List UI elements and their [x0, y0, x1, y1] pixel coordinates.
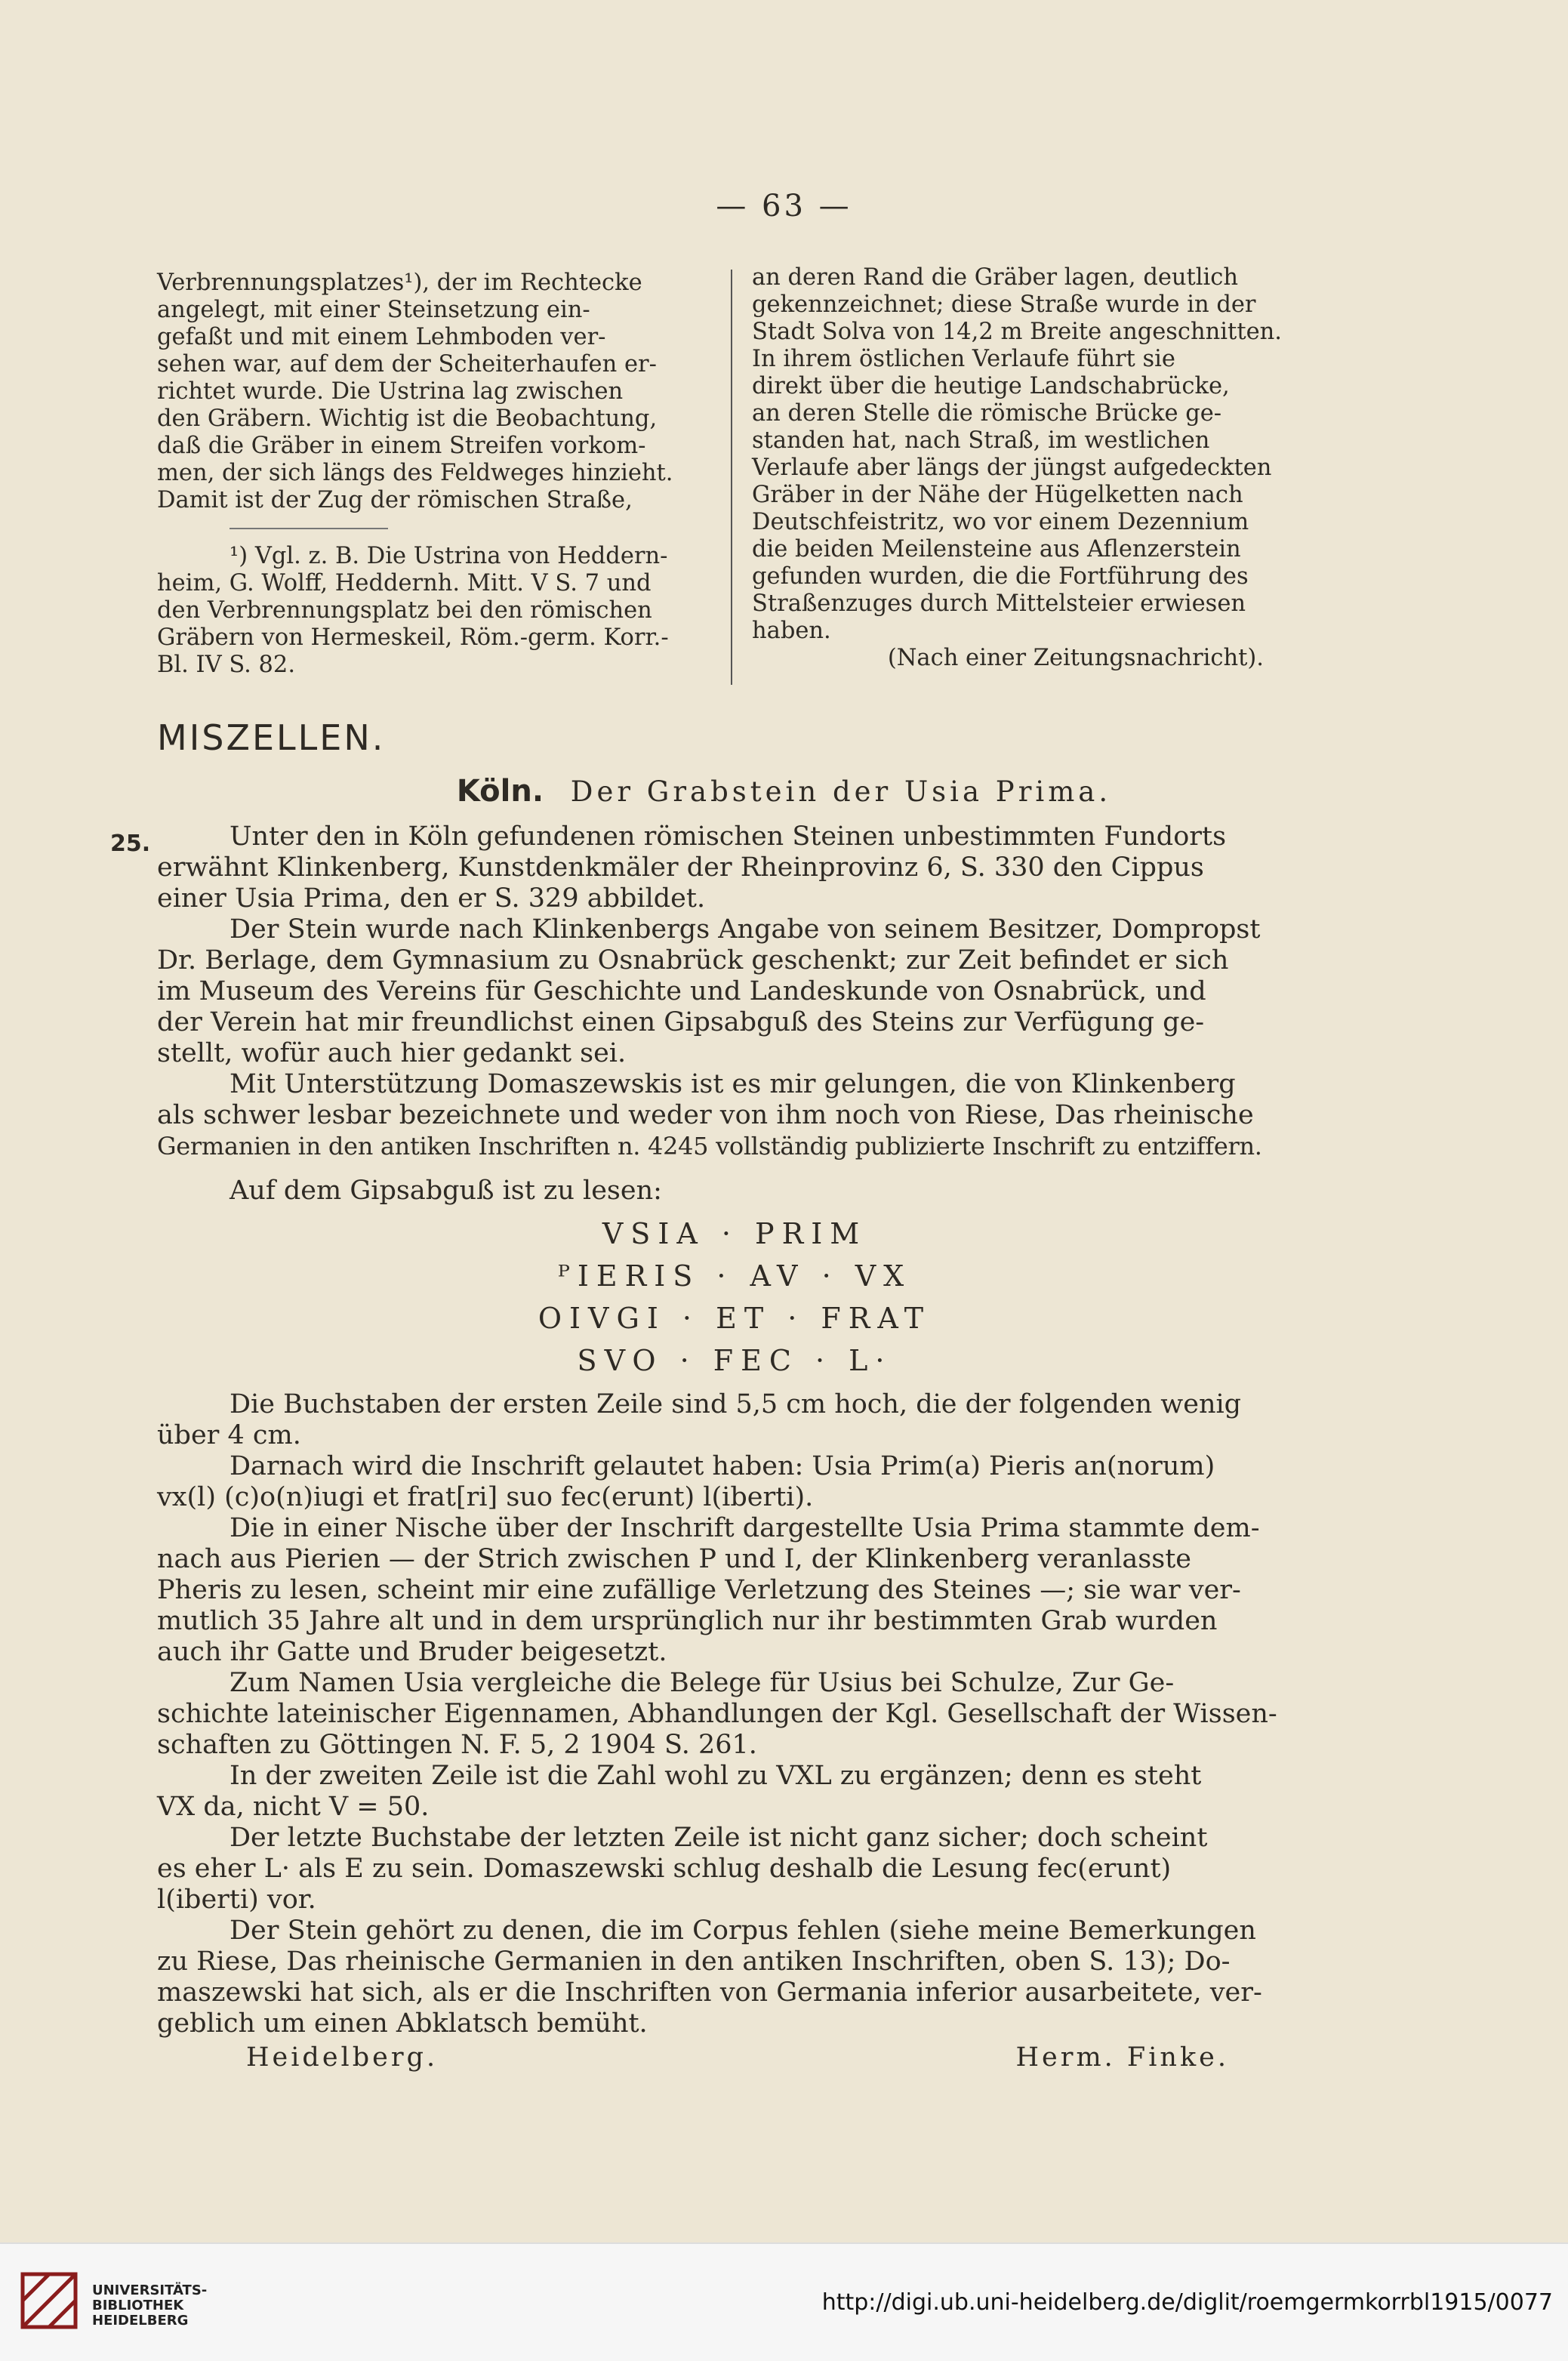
text-line: Die in einer Nische über der Inschrift dargestellte Usia Prima stammte dem-: [230, 1513, 1260, 1543]
text-line: als schwer lesbar bezeichnete und weder von ihm noch von Riese, Das rheinische: [157, 1100, 1254, 1130]
text-line: standen hat, nach Straß, im westlichen: [752, 427, 1210, 454]
library-name-line: UNIVERSITÄTS-: [92, 2282, 208, 2298]
text-line: Dr. Berlage, dem Gymnasium zu Osnabrück geschenkt; zur Zeit befindet er sich: [157, 945, 1229, 976]
text-line: über 4 cm.: [157, 1420, 301, 1450]
text-line: mutlich 35 Jahre alt und in dem ursprünglich nur ihr bestimmten Grab wurden: [157, 1606, 1218, 1636]
text-line: es eher L· als E zu sein. Domaszewski schlug deshalb die Lesung fec(erunt): [157, 1854, 1172, 1884]
text-line: Der Stein wurde nach Klinkenbergs Angabe von seinem Besitzer, Dompropst: [230, 914, 1261, 945]
inscription-line: SVO · FEC · L·: [577, 1344, 892, 1377]
text-line: Auf dem Gipsabguß ist zu lesen:: [230, 1176, 662, 1206]
text-line: Stadt Solva von 14,2 m Breite angeschnitten.: [752, 319, 1282, 345]
text-line: Gräber in der Nähe der Hügelketten nach: [752, 482, 1243, 508]
text-line: men, der sich längs des Feldweges hinzieht.: [157, 460, 673, 486]
library-name-line: BIBLIOTHEK: [92, 2298, 184, 2313]
article-subtitle: Der Grabstein der Usia Prima.: [570, 775, 1112, 808]
footnote-rule: [230, 528, 388, 529]
text-line: l(iberti) vor.: [157, 1885, 316, 1915]
text-line: Verbrennungsplatzes¹), der im Rechtecke: [157, 270, 642, 296]
text-line: Damit ist der Zug der römischen Straße,: [157, 487, 633, 513]
text-line: Verlaufe aber längs der jüngst aufgedeckten: [752, 455, 1272, 481]
text-line: Germanien in den antiken Inschriften n. 4245 vollständig publizierte Inschrift zu entziffern.: [157, 1132, 1262, 1160]
page-url[interactable]: http://digi.ub.uni-heidelberg.de/diglit/roemgermkorrbl1915/0077: [821, 2289, 1553, 2316]
article-number: 25.: [110, 831, 151, 857]
inscription-line: OIVGI · ET · FRAT: [538, 1302, 932, 1335]
text-line: Straßenzuges durch Mittelsteier erwiesen: [752, 590, 1246, 617]
signature-line: [157, 2042, 1312, 2073]
right-column: [752, 264, 1309, 672]
inscription: [157, 1213, 1312, 1382]
text-line: an deren Stelle die römische Brücke ge-: [752, 400, 1222, 427]
column-divider: [731, 270, 732, 685]
footnote-line: heim, G. Wolff, Heddernh. Mitt. V S. 7 und: [157, 570, 652, 596]
text-line: den Gräbern. Wichtig ist die Beobachtung,: [157, 405, 658, 432]
footer-bar: [0, 2242, 1568, 2361]
text-line: In ihrem östlichen Verlaufe führt sie: [752, 346, 1175, 372]
text-line: die beiden Meilensteine aus Aflenzerstein: [752, 536, 1241, 563]
footnote-line: ¹) Vgl. z. B. Die Ustrina von Heddern-: [230, 543, 668, 569]
text-line: direkt über die heutige Landschabrücke,: [752, 373, 1230, 399]
text-line: In der zweiten Zeile ist die Zahl wohl zu VXL zu ergänzen; denn es steht: [230, 1761, 1202, 1791]
text-line: Darnach wird die Inschrift gelautet haben: Usia Prim(a) Pieris an(norum): [230, 1451, 1215, 1481]
text-line: Deutschfeistritz, wo vor einem Dezennium: [752, 509, 1249, 535]
library-name: [92, 2283, 207, 2329]
text-line: sehen war, auf dem der Scheiterhaufen er-: [157, 351, 657, 378]
text-line: einer Usia Prima, den er S. 329 abbildet.: [157, 883, 706, 914]
text-line: daß die Gräber in einem Streifen vorkom-: [157, 433, 646, 459]
text-line: gefaßt und mit einem Lehmboden ver-: [157, 324, 606, 350]
text-line: geblich um einen Abklatsch bemüht.: [157, 2008, 648, 2039]
text-line: Mit Unterstützung Domaszewskis ist es mir gelungen, die von Klinkenberg: [230, 1069, 1236, 1099]
text-line: Der Stein gehört zu denen, die im Corpus fehlen (siehe meine Bemerkungen: [230, 1916, 1256, 1946]
text-line: schichte lateinischer Eigennamen, Abhandlungen der Kgl. Gesellschaft der Wissen-: [157, 1699, 1277, 1729]
inscription-line: VSIA · PRIM: [602, 1217, 867, 1250]
text-line: im Museum des Vereins für Geschichte und Landeskunde von Osnabrück, und: [157, 976, 1206, 1006]
text-line: haben.: [752, 618, 831, 644]
section-heading: MISZELLEN.: [157, 717, 386, 758]
text-line: auch ihr Gatte und Bruder beigesetzt.: [157, 1637, 667, 1667]
footnote-line: Gräbern von Hermeskeil, Röm.-germ. Korr.-: [157, 624, 669, 651]
article-title: [0, 774, 1568, 809]
text-line: nach aus Pierien — der Strich zwischen P und I, der Klinkenberg veranlasste: [157, 1544, 1191, 1574]
text-line: schaften zu Göttingen N. F. 5, 2 1904 S. 261.: [157, 1730, 757, 1760]
footnote-line: den Verbrennungsplatz bei den römischen: [157, 597, 652, 624]
inscription-line: ᴾIERIS · AV · VX: [557, 1259, 912, 1293]
footnote-line: Bl. IV S. 82.: [157, 652, 296, 678]
article-city: Köln.: [456, 774, 544, 809]
text-line: richtet wurde. Die Ustrina lag zwischen: [157, 378, 624, 405]
author: Herm. Finke.: [1015, 2042, 1229, 2073]
text-line: Unter den in Köln gefundenen römischen Steinen unbestimmten Fundorts: [230, 821, 1227, 852]
text-line: der Verein hat mir freundlichst einen Gipsabguß des Steins zur Verfügung ge-: [157, 1007, 1205, 1037]
text-line: maszewski hat sich, als er die Inschriften von Germania inferior ausarbeitete, ver-: [157, 1977, 1262, 2008]
text-line: gekennzeichnet; diese Straße wurde in der: [752, 291, 1256, 318]
text-line: gefunden wurden, die die Fortführung des: [752, 563, 1249, 590]
text-line: vx(l) (c)o(n)iugi et frat[ri] suo fec(erunt) l(iberti).: [157, 1482, 814, 1512]
text-line: zu Riese, Das rheinische Germanien in den antiken Inschriften, oben S. 13); Do-: [157, 1946, 1231, 1977]
text-line: Pheris zu lesen, scheint mir eine zufällige Verletzung des Steines —; sie war ver-: [157, 1575, 1241, 1605]
text-line: stellt, wofür auch hier gedankt sei.: [157, 1038, 627, 1068]
text-line: angelegt, mit einer Steinsetzung ein-: [157, 297, 590, 323]
library-name-line: HEIDELBERG: [92, 2313, 189, 2329]
text-line: Die Buchstaben der ersten Zeile sind 5,5 cm hoch, die der folgenden wenig: [230, 1389, 1242, 1419]
page-number: — 63 —: [716, 189, 852, 223]
library-logo-icon: [15, 2267, 83, 2335]
text-line: Der letzte Buchstabe der letzten Zeile ist nicht ganz sicher; doch scheint: [230, 1823, 1208, 1853]
left-column: [157, 270, 712, 679]
article-body: [157, 821, 1312, 2073]
source-note: (Nach einer Zeitungsnachricht).: [887, 645, 1264, 671]
text-line: VX da, nicht V = 50.: [157, 1792, 430, 1822]
text-line: erwähnt Klinkenberg, Kunstdenkmäler der Rheinprovinz 6, S. 330 den Cippus: [157, 852, 1204, 883]
text-line: an deren Rand die Gräber lagen, deutlich: [752, 264, 1239, 291]
place: Heidelberg.: [246, 2042, 439, 2073]
text-line: Zum Namen Usia vergleiche die Belege für Usius bei Schulze, Zur Ge-: [230, 1668, 1175, 1698]
